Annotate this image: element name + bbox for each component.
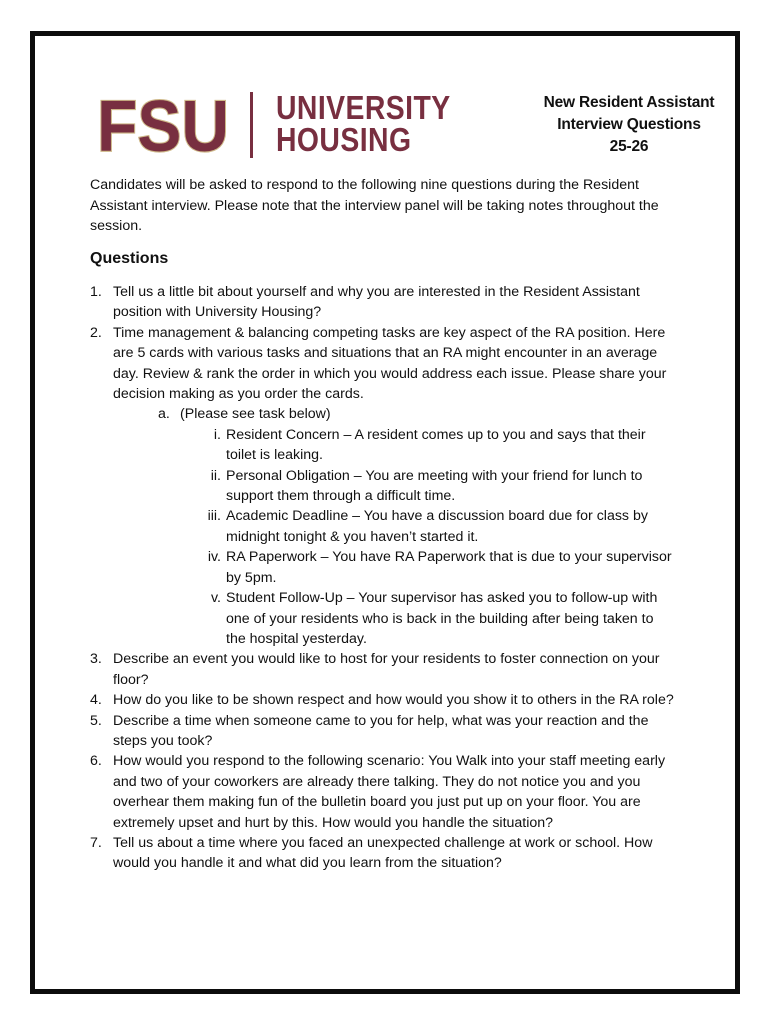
question-number: 1. (90, 284, 102, 300)
task-text: RA Paperwork – You have RA Paperwork that is due to your supervisor by 5pm. (226, 549, 672, 586)
question-text: Describe an event you would like to host for your residents to foster connection on your floor? (113, 651, 660, 688)
questions-heading: Questions (90, 250, 169, 267)
question-item (90, 751, 685, 833)
task-item (113, 425, 685, 466)
question-number: 3. (90, 651, 102, 668)
logo-divider (250, 92, 253, 158)
logo-line-university: UNIVERSITY (276, 89, 451, 126)
task-item (113, 466, 685, 507)
question-text: Time management & balancing competing tasks are key aspect of the RA position. Here are 5 cards with various tasks and situations that an RA might encounter in an average day. Review & rank the order in which you would address each issue. Please share your decision making as you order the cards. (113, 324, 667, 403)
sub-item-letter: a. (158, 406, 170, 423)
title-line-1: New Resident Assistant (543, 94, 715, 111)
question-item (90, 282, 685, 323)
task-text: Resident Concern – A resident comes up to you and says that their toilet is leaking. (226, 426, 646, 464)
question-item (90, 833, 685, 874)
question-text: Tell us about a time where you faced an unexpected challenge at work or school. How would you handle it and what did you learn from the situation? (113, 834, 653, 872)
document-header (96, 89, 715, 162)
logo-line-housing: HOUSING (276, 121, 412, 158)
task-list (113, 425, 685, 649)
fsu-wordmark: FSU (97, 93, 229, 157)
task-item (113, 506, 685, 547)
document-title (526, 92, 732, 158)
task-numeral: iii. (207, 508, 221, 525)
question-text: How would you respond to the following scenario: You Walk into your staff meeting early and two of your coworkers are already there talking. They do not notice you and you overhear them making fun of the bulletin board you just put up on your floor. You are extremely upset and hurt by this. How would you handle the situation? (113, 753, 666, 831)
university-housing-logo-text (276, 89, 451, 158)
question-item (90, 649, 685, 690)
question-number: 5. (90, 712, 102, 729)
question-item (90, 711, 685, 752)
question-item (90, 690, 685, 710)
question-text: How do you like to be shown respect and how would you show it to others in the RA role? (113, 692, 674, 709)
task-item (113, 588, 685, 649)
task-numeral: ii. (210, 467, 221, 484)
task-numeral: v. (211, 590, 221, 607)
task-numeral: i. (213, 426, 221, 443)
sub-item-a (113, 404, 685, 424)
task-numeral: iv. (207, 549, 221, 566)
title-line-3: 25-26 (609, 138, 649, 155)
question-text: Tell us a little bit about yourself and why you are interested in the Resident Assistant position with University Housing? (113, 284, 640, 321)
intro-paragraph: Candidates will be asked to respond to the following nine questions during the Resident Assistant interview. Please note that the interview panel will be taking notes throughout the session. (90, 177, 659, 235)
title-line-2: Interview Questions (557, 116, 701, 133)
question-number: 4. (90, 692, 102, 709)
question-item (90, 323, 685, 650)
question-number: 7. (90, 834, 102, 851)
sub-item-text: (Please see task below) (180, 406, 331, 423)
fsu-logo (96, 93, 230, 157)
task-item (113, 547, 685, 588)
question-text: Describe a time when someone came to you for help, what was your reaction and the steps you took? (113, 712, 649, 749)
task-text: Student Follow-Up – Your supervisor has asked you to follow-up with one of your residents who is back in the building after being taken to the hospital yesterday. (226, 590, 658, 647)
question-number: 2. (90, 324, 102, 341)
task-text: Academic Deadline – You have a discussion board due for class by midnight tonight & you haven’t started it. (226, 508, 648, 545)
task-text: Personal Obligation – You are meeting with your friend for lunch to support them through a difficult time. (226, 467, 643, 505)
questions-list (90, 282, 685, 874)
question-number: 6. (90, 753, 102, 770)
